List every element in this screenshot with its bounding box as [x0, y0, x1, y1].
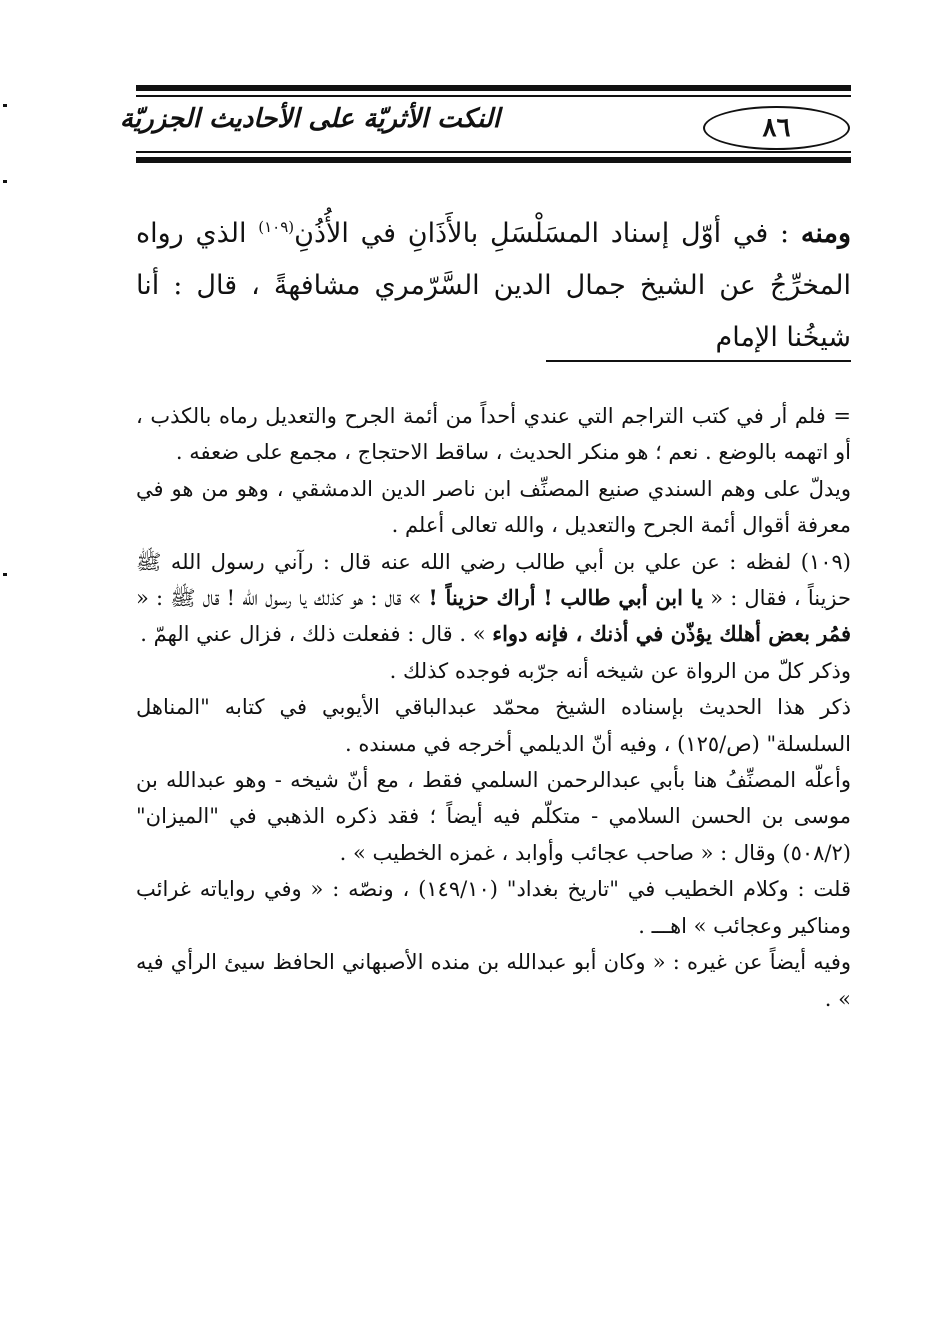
- footnotes: [136, 398, 851, 1017]
- hadith-quote-bold: يا ابن أبي طالب ! أراك حزيناً !: [428, 585, 704, 611]
- footnote-reference: (١٠٩): [258, 218, 295, 236]
- margin-mark: [3, 573, 7, 576]
- footnote-paragraph: وفيه أيضاً عن غيره : « وكان أبو عبدالله بن منده الأصبهاني الحافظ سيئ الرأي فيه » .: [136, 950, 851, 1011]
- footnote-continued-paragraph: = فلم أر في كتب التراجم التي عندي أحداً من أئمة الجرح والتعديل رماه بالكذب ، أو اتهمه بالوضع . نعم ؛ هو منكر الحديث ، ساقط الاحتجاج ، مجمع على ضعفه .: [136, 404, 851, 465]
- footnote-109-text: » . قال : ففعلت ذلك ، فزال عني الهمّ .: [140, 622, 493, 647]
- main-sentence-part2: الذي رواه المخرِّجُ عن الشيخ جمال الدين السَّرّمري مشافهةً ، قال : أنا شيخُنا الإمام: [136, 218, 851, 353]
- footnote-continued-paragraph: ويدلّ على وهم السندي صنيع المصنِّف ابن ناصر الدين الدمشقي ، وهو من هو في معرفة أقوال أئمة الجرح والتعديل ، والله تعالى أعلم .: [136, 476, 851, 538]
- footnote-paragraph: وذكر كلّ من الرواة عن شيخه أنه جرّبه فوجده كذلك .: [389, 658, 851, 683]
- footnote-109-text: (١٠٩) لفظه : عن علي بن أبي طالب رضي الله عنه قال : رآني رسول الله ﷺ حزيناً ، فقال : «: [136, 549, 851, 611]
- footnote-separator: [546, 360, 851, 362]
- main-sentence-part1: : في أوّل إسناد المسَلْسَلِ بالأَذَانِ في الأُذُنِ: [294, 218, 801, 249]
- footnote-109: [136, 544, 851, 653]
- main-lead-word: ومنه: [800, 218, 851, 249]
- hadith-quote-bold: فمُر بعض أهلك يؤذّن في أذنك ، فإنه دواء: [492, 621, 851, 647]
- margin-mark: [3, 180, 7, 183]
- running-header-title: النكت الأثريّة على الأحاديث الجزريّة: [119, 104, 500, 134]
- page-number: [703, 106, 850, 150]
- header-rule-bottom-thin: [136, 151, 851, 153]
- header-rule-top-thick: [136, 85, 851, 91]
- footnote-109-text: » قال : هو كذلك يا رسول الله ! قال ﷺ : «: [136, 586, 429, 611]
- footnote-paragraph: ذكر هذا الحديث بإسناده الشيخ محمّد عبدالباقي الأيوبي في كتابه "المناهل السلسلة" (ص/١٢٥) ، وفيه أنّ الديلمي أخرجه في مسنده .: [136, 695, 851, 756]
- header-rule-top-thin: [136, 95, 851, 97]
- footnote-paragraph: قلت : وكلام الخطيب في "تاريخ بغداد" (١٤٩/١٠) ، ونصّه : « وفي رواياته غرائب ومناكير وعجائب » اهـــ .: [136, 877, 851, 938]
- margin-mark: [3, 104, 7, 107]
- footnote-paragraph: وأعلّه المصنِّفُ هنا بأبي عبدالرحمن السلمي فقط ، مع أنّ شيخه - وهو عبدالله بن موسى بن الحسن السلامي - متكلّم فيه أيضاً ؛ فقد ذكره الذهبي في "الميزان" (٥٠٨/٢) وقال : « صاحب عجائب وأوابد ، غمزه الخطيب » .: [136, 768, 851, 865]
- page-number-text: ٨٦: [762, 113, 791, 143]
- header-rule-bottom-thick: [136, 157, 851, 163]
- main-text: [136, 208, 851, 364]
